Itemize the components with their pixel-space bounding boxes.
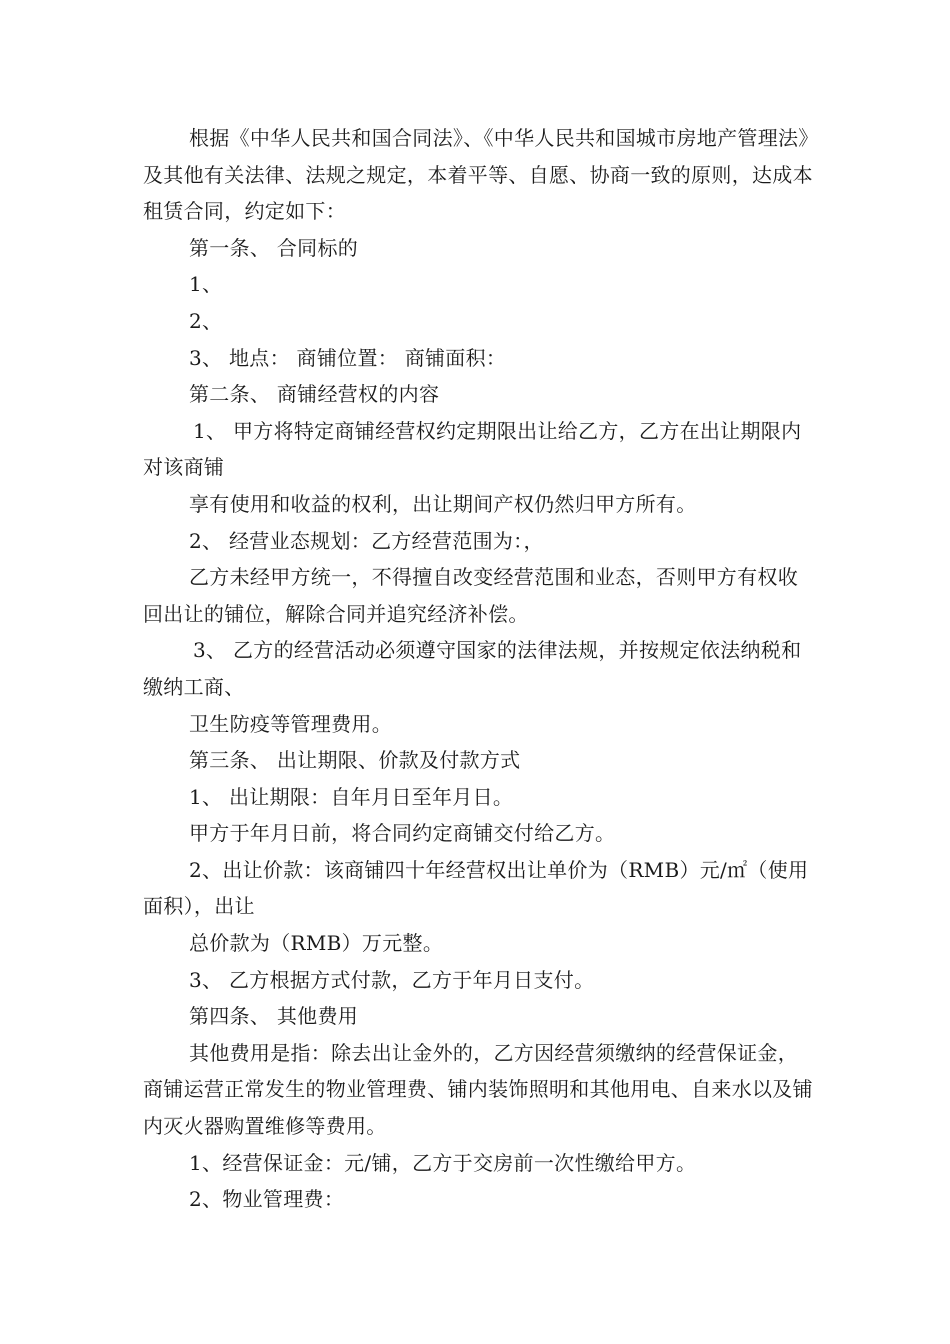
article-2-item-1: 1、 甲方将特定商铺经营权约定期限出让给乙方，乙方在出让期限内对该商铺 xyxy=(143,418,802,480)
article-3-item-2-continued: 总价款为（RMB）万元整。 xyxy=(189,931,444,956)
article-2-item-2: 2、 经营业态规划：乙方经营范围为：， xyxy=(189,528,544,553)
article-4-heading: 第四条、 其他费用 xyxy=(189,1004,359,1029)
preamble-paragraph: 根据《中华人民共和国合同法》、《中华人民共和国城市房地产管理法》及其他有关法律、法规之规定，本着平等、自愿、协商一致的原则，达成本租赁合同，约定如下： xyxy=(143,126,813,224)
article-2-item-1-continued: 享有使用和收益的权利，出让期间产权仍然归甲方所有。 xyxy=(189,491,697,516)
article-1-item-3: 3、 地点： 商铺位置： 商铺面积： xyxy=(189,345,507,370)
contract-body xyxy=(143,120,815,1218)
article-3-heading: 第三条、 出让期限、价款及付款方式 xyxy=(189,748,521,773)
article-3-item-3: 3、 乙方根据方式付款，乙方于年月日支付。 xyxy=(189,967,595,992)
article-3-item-1-note: 甲方于年月日前，将合同约定商铺交付给乙方。 xyxy=(189,821,616,846)
article-1-heading: 第一条、 合同标的 xyxy=(189,235,359,260)
article-4-item-1: 1、经营保证金：元/铺，乙方于交房前一次性缴给甲方。 xyxy=(189,1150,697,1175)
article-3-item-1: 1、 出让期限：自年月日至年月日。 xyxy=(189,784,514,809)
article-2-heading: 第二条、 商铺经营权的内容 xyxy=(189,382,440,407)
article-2-item-3-continued: 卫生防疫等管理费用。 xyxy=(189,711,392,736)
article-4-item-2: 2、物业管理费： xyxy=(189,1187,345,1212)
article-2-item-2-note: 乙方未经甲方统一，不得擅自改变经营范围和业态，否则甲方有权收回出让的铺位，解除合同并追究经济补偿。 xyxy=(143,565,798,626)
article-2-item-3: 3、 乙方的经营活动必须遵守国家的法律法规，并按规定依法纳税和缴纳工商、 xyxy=(143,638,802,699)
article-3-item-2: 2、出让价款：该商铺四十年经营权出让单价为（RMB）元/㎡（使用面积），出让 xyxy=(143,857,809,919)
article-4-definition: 其他费用是指：除去出让金外的，乙方因经营须缴纳的经营保证金，商铺运营正常发生的物业管理费、铺内装饰照明和其他用电、自来水以及铺内灭火器购置维修等费用。 xyxy=(143,1040,813,1139)
article-1-item-1: 1、 xyxy=(189,272,223,297)
article-1-item-2: 2、 xyxy=(189,308,223,333)
